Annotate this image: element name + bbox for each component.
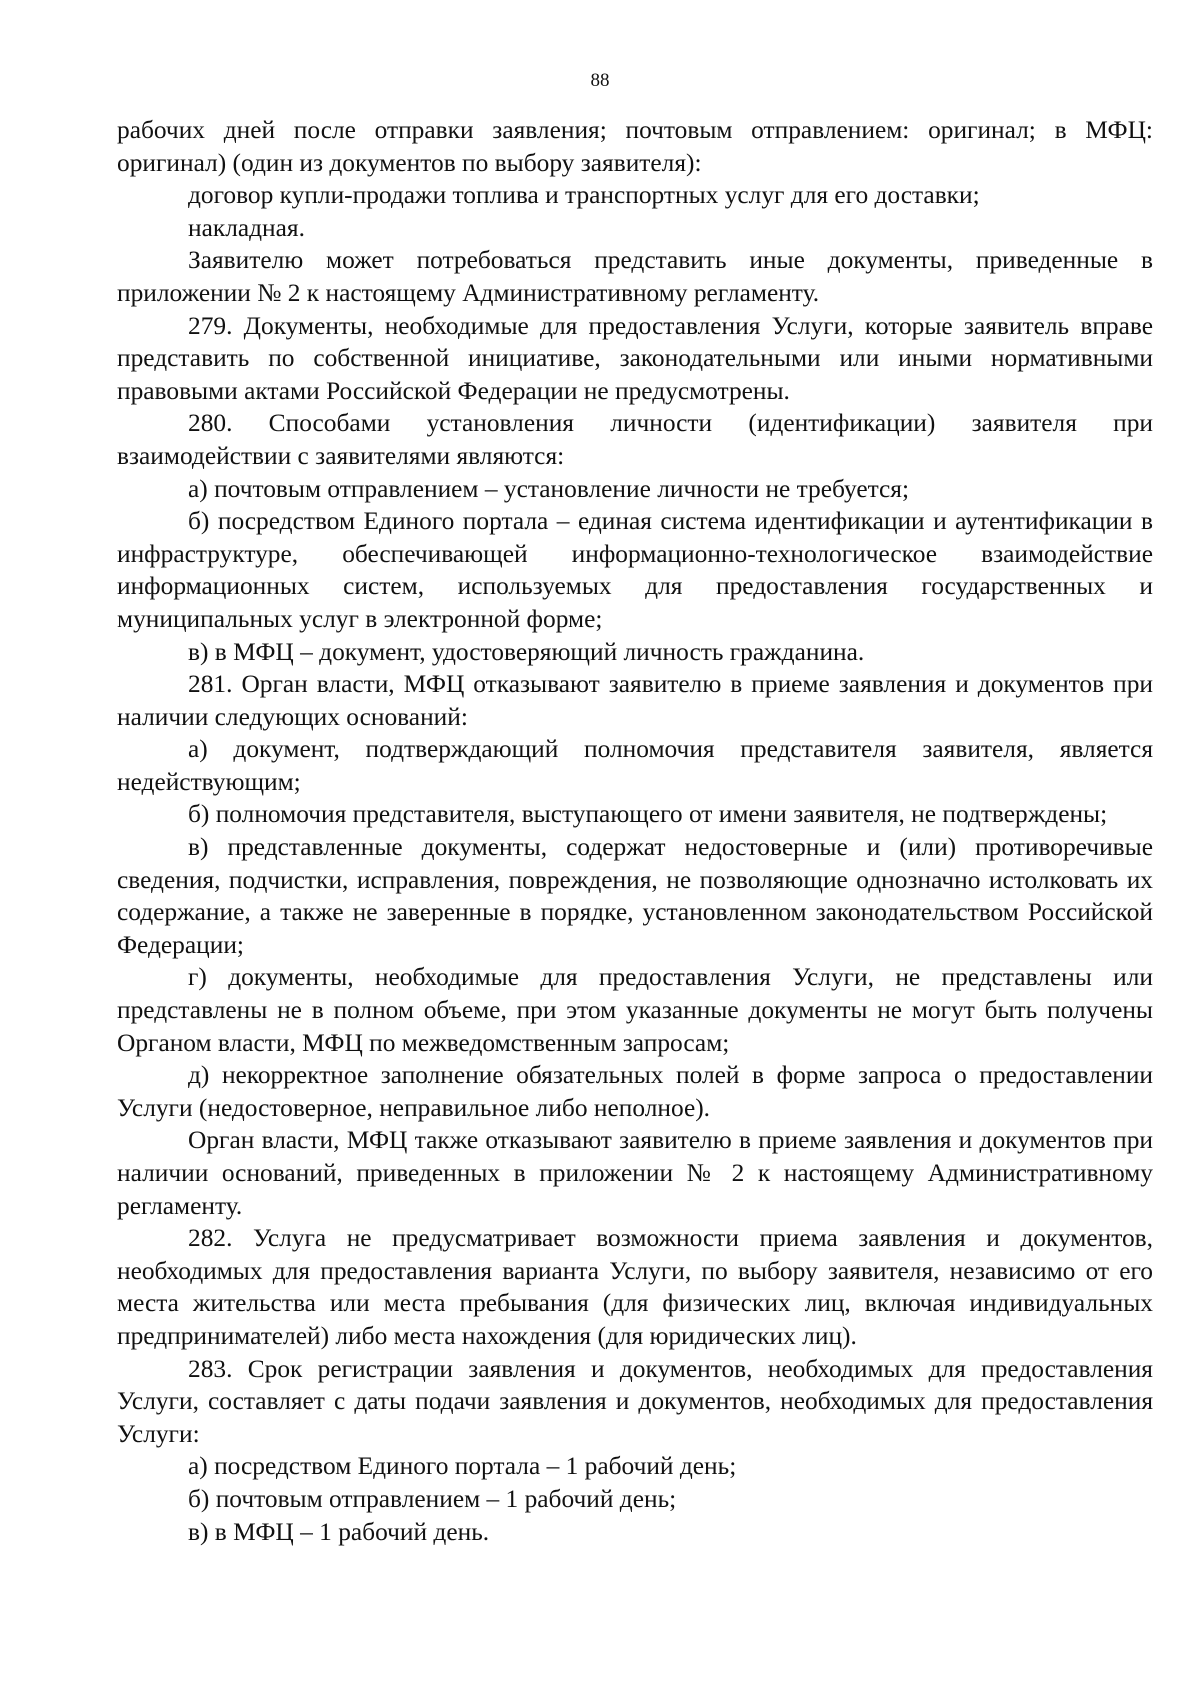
paragraph-fuel-contract: договор купли-продажи топлива и транспортных услуг для его доставки;	[188, 181, 980, 210]
paragraph-283-a: а) посредством Единого портала – 1 рабочий день;	[188, 1452, 737, 1481]
page-number: 88	[590, 70, 610, 91]
paragraph-281-a: а) документ, подтверждающий полномочия представителя заявителя, является недействующим;	[117, 735, 1153, 796]
paragraph-283-b: б) почтовым отправлением – 1 рабочий день;	[188, 1484, 677, 1513]
paragraph-281-refusal: Орган власти, МФЦ также отказывают заявителю в приеме заявления и документов при наличии оснований, приведенных в приложении № 2 к настоящему Административному регламенту.	[117, 1126, 1153, 1220]
paragraph-other-documents: Заявителю может потребоваться представить иные документы, приведенные в приложении № 2 к настоящему Административному регламенту.	[117, 246, 1153, 307]
paragraph-280-v: в) в МФЦ – документ, удостоверяющий личность гражданина.	[188, 637, 865, 666]
paragraph-281-b: б) полномочия представителя, выступающего от имени заявителя, не подтверждены;	[188, 800, 1108, 829]
paragraph-281: 281. Орган власти, МФЦ отказывают заявителю в приеме заявления и документов при наличии следующих оснований:	[117, 670, 1153, 731]
paragraph-continuation: рабочих дней после отправки заявления; почтовым отправлением: оригинал; в МФЦ: оригинал) (один из документов по выбору заявителя):	[117, 116, 1153, 177]
paragraph-279: 279. Документы, необходимые для предоставления Услуги, которые заявитель вправе представить по собственной инициативе, законодательными или иными нормативными правовыми актами Российской Федерации не предусмотрены.	[117, 311, 1153, 405]
paragraph-282: 282. Услуга не предусматривает возможности приема заявления и документов, необходимых для предоставления варианта Услуги, по выбору заявителя, независимо от его места жительства или места пребывания (для физических лиц, включая индивидуальных предпринимателей) либо места нахождения (для юридических лиц).	[117, 1224, 1153, 1350]
paragraph-281-d: д) некорректное заполнение обязательных полей в форме запроса о предоставлении Услуги (недостоверное, неправильное либо неполное).	[117, 1061, 1153, 1122]
paragraph-invoice: накладная.	[188, 213, 305, 242]
document-body	[117, 114, 1153, 1548]
paragraph-280-b: б) посредством Единого портала – единая система идентификации и аутентификации в инфраструктуре, обеспечивающей информационно-технологическое взаимодействие информационных систем, используемых для предоставления государственных и муниципальных услуг в электронной форме;	[117, 507, 1153, 633]
paragraph-283: 283. Срок регистрации заявления и документов, необходимых для предоставления Услуги, составляет с даты подачи заявления и документов, необходимых для предоставления Услуги:	[117, 1354, 1153, 1448]
paragraph-283-v: в) в МФЦ – 1 рабочий день.	[188, 1517, 490, 1546]
paragraph-281-g: г) документы, необходимые для предоставления Услуги, не представлены или представлены не в полном объеме, при этом указанные документы не могут быть получены Органом власти, МФЦ по межведомственным запросам;	[117, 963, 1153, 1057]
paragraph-280: 280. Способами установления личности (идентификации) заявителя при взаимодействии с заявителями являются:	[117, 409, 1153, 470]
paragraph-280-a: а) почтовым отправлением – установление личности не требуется;	[188, 474, 910, 503]
paragraph-281-v: в) представленные документы, содержат недостоверные и (или) противоречивые сведения, подчистки, исправления, повреждения, не позволяющие однозначно истолковать их содержание, а также не заверенные в порядке, установленном законодательством Российской Федерации;	[117, 833, 1153, 959]
